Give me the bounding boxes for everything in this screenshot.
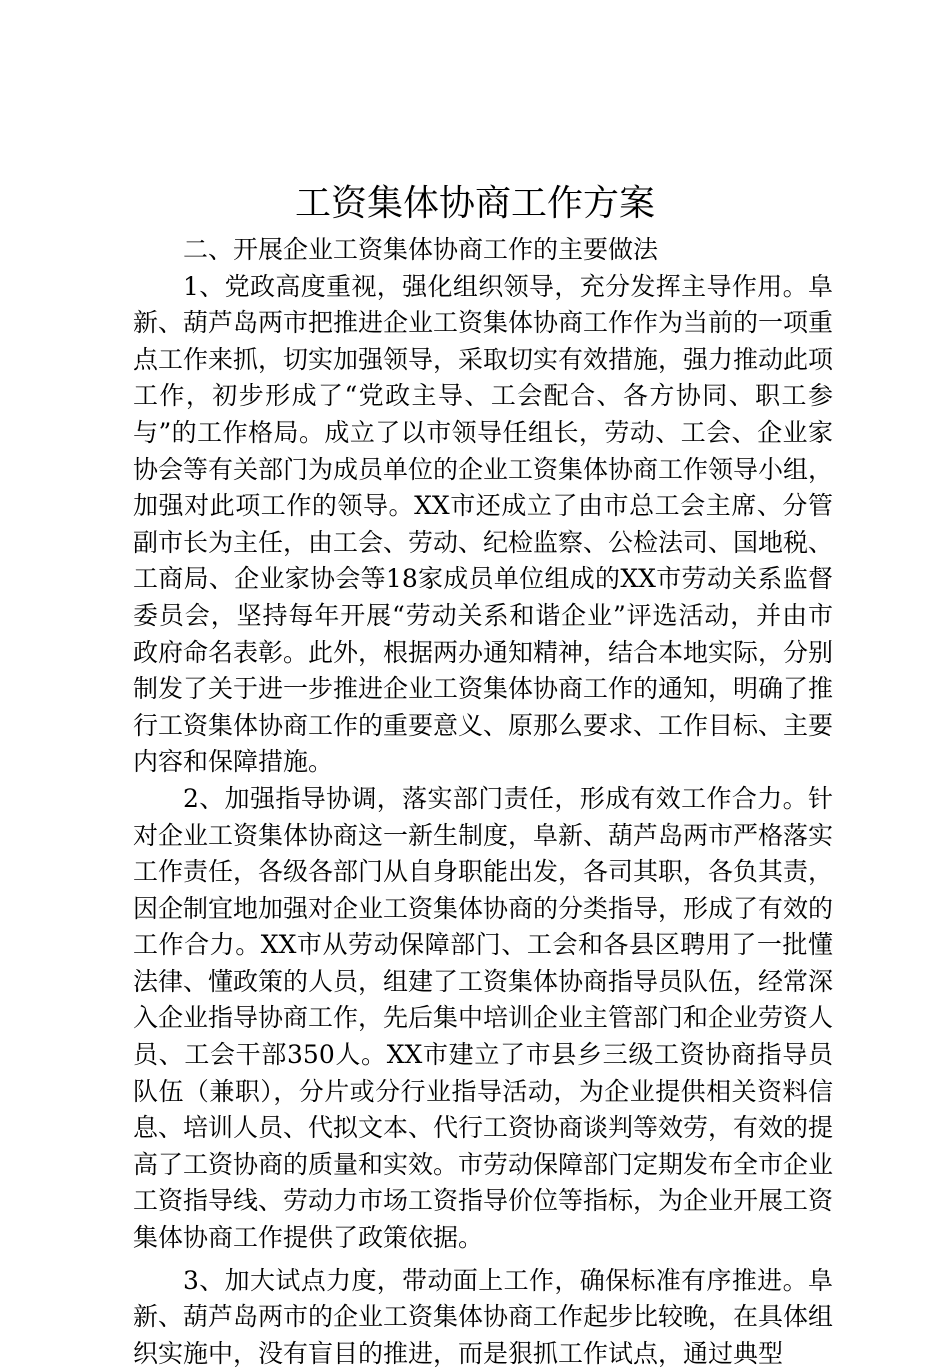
paragraph-2: 2、加强指导协调，落实部门责任，形成有效工作合力。针对企业工资集体协商这一新生制度，阜新、葫芦岛两市严格落实工作责任，各级各部门从自身职能出发，各司其职，各负其责，因企制宜地加强对企业工资集体协商的分类指导，形成了有效的工作合力。XX市从劳动保障部门、工会和各县区聘用了一批懂法律、懂政策的人员，组建了工资集体协商指导员队伍，经常深入企业指导协商工作，先后集中培训企业主管部门和企业劳资人员、工会干部350人。XX市建立了市县乡三级工资协商指导员队伍（兼职），分片或分行业指导活动，为企业提供相关资料信息、培训人员、代拟文本、代行工资协商谈判等效劳，有效的提高了工资协商的质量和实效。市劳动保障部门定期发布全市企业工资指导线、劳动力市场工资指导价位等指标，为企业开展工资集体协商工作提供了政策依据。 [133, 783, 834, 1253]
document-body [133, 232, 833, 1372]
document-title: 工资集体协商工作方案 [294, 183, 655, 224]
section-heading: 二、开展企业工资集体协商工作的主要做法 [183, 235, 659, 264]
paragraph-3: 3、加大试点力度，带动面上工作，确保标准有序推进。阜新、葫芦岛两市的企业工资集体协商工作起步比较晚，在具体组织实施中，没有盲目的推进，而是狠抓工作试点，通过典型 [133, 1265, 834, 1368]
paragraph-1: 1、党政高度重视，强化组织领导，充分发挥主导作用。阜新、葫芦岛两市把推进企业工资集体协商工作作为当前的一项重点工作来抓，切实加强领导，采取切实有效措施，强力推动此项工作，初步形成了“党政主导、工会配合、各方协同、职工参与”的工作格局。成立了以市领导任组长，劳动、工会、企业家协会等有关部门为成员单位的企业工资集体协商工作领导小组，加强对此项工作的领导。XX市还成立了由市总工会主席、分管副市长为主任，由工会、劳动、纪检监察、公检法司、国地税、工商局、企业家协会等18家成员单位组成的XX市劳动关系监督委员会，坚持每年开展“劳动关系和谐企业”评选活动，并由市政府命名表彰。此外，根据两办通知精神，结合本地实际，分别制发了关于进一步推进企业工资集体协商工作的通知，明确了推行工资集体协商工作的重要意义、原那么要求、工作目标、主要内容和保障措施。 [133, 271, 834, 777]
